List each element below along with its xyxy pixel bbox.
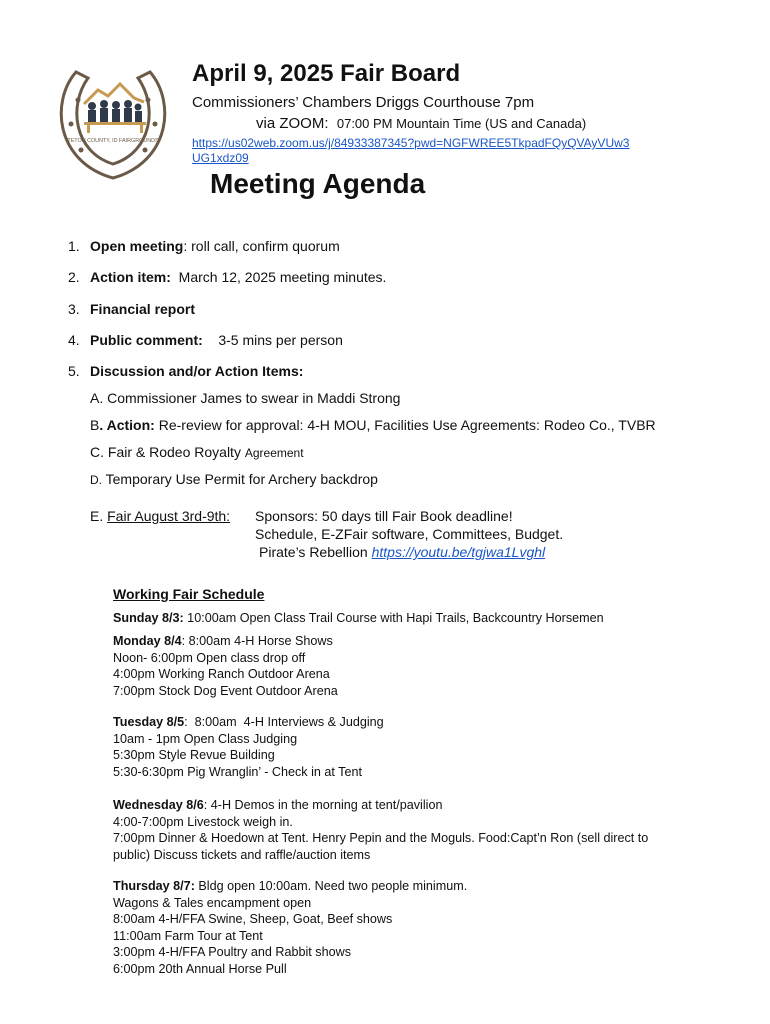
item-heading: Public comment: — [90, 332, 203, 348]
schedule-line: public) Discuss tickets and raffle/auction items — [113, 847, 371, 862]
schedule-line: Noon- 6:00pm Open class drop off — [113, 650, 306, 665]
agenda-item-5 — [68, 363, 303, 379]
logo-text: TETON COUNTY, ID FAIRGROUNDS — [67, 138, 159, 144]
schedule-line: 10:00am Open Class Trail Course with Hapi Trails, Backcountry Horsemen — [183, 611, 604, 625]
fairgrounds-logo — [54, 62, 172, 186]
item-heading: Action item: — [90, 269, 171, 285]
item-heading: Financial report — [90, 301, 196, 317]
schedule-line: : 8:00am 4-H Horse Shows — [181, 634, 333, 648]
subitem-c-text: C. Fair & Rodeo Royalty — [90, 444, 245, 460]
subitem-d-letter: D. — [90, 473, 102, 487]
day-label: Tuesday 8/5 — [113, 715, 185, 729]
schedule-line: 4:00pm Working Ranch Outdoor Arena — [113, 667, 330, 682]
subitem-b-text: Re-review for approval: 4-H MOU, Facilities Use Agreements: Rodeo Co., TVBR — [154, 417, 656, 433]
day-label: Monday 8/4 — [113, 634, 182, 648]
subitem-a: A. Commissioner James to swear in Maddi Strong — [90, 390, 401, 406]
schedule-line: : 8:00am 4-H Interviews & Judging — [184, 715, 384, 729]
schedule-line: 6:00pm 20th Annual Horse Pull — [113, 961, 287, 976]
item-text: March 12, 2025 meeting minutes. — [170, 269, 387, 285]
subitem-e-line1: Sponsors: 50 days till Fair Book deadline! — [255, 508, 513, 524]
schedule-line: Wagons & Tales encampment open — [113, 895, 312, 910]
schedule-line: 11:00am Farm Tour at Tent — [113, 928, 263, 943]
subitem-e — [90, 508, 230, 524]
via-zoom-label: via ZOOM: — [256, 115, 329, 132]
item-number: 2. — [68, 269, 80, 285]
item-number: 5. — [68, 363, 80, 379]
day-label: Wednesday 8/6 — [113, 798, 204, 812]
youtube-link[interactable]: https://youtu.be/tgjwa1Lvghl — [371, 544, 546, 560]
schedule-line: 5:30pm Style Revue Building — [113, 748, 275, 763]
subitem-e-letter: E. — [90, 508, 108, 524]
schedule-monday — [113, 633, 338, 699]
day-label: Thursday 8/7: — [113, 879, 195, 893]
schedule-line: 7:00pm Stock Dog Event Outdoor Arena — [113, 683, 338, 698]
schedule-line: : 4-H Demos in the morning at tent/pavilion — [203, 798, 443, 812]
schedule-line: 3:00pm 4-H/FFA Poultry and Rabbit shows — [113, 945, 351, 960]
fair-dates: Fair August 3rd-9th: — [107, 508, 231, 524]
agenda-item-3 — [68, 301, 195, 317]
subitem-b-heading: . Action: — [99, 417, 155, 433]
zoom-time: 07:00 PM Mountain Time (US and Canada) — [336, 116, 587, 131]
zoom-link-line2[interactable]: UG1xdz09 — [192, 151, 249, 165]
schedule-title: Working Fair Schedule — [113, 586, 265, 602]
subitem-d — [90, 471, 378, 487]
schedule-line: Bldg open 10:00am. Need two people minimum. — [194, 879, 468, 893]
zoom-link[interactable] — [192, 136, 629, 166]
pirates-rebellion-label: Pirate’s Rebellion — [259, 544, 372, 560]
item-number: 1. — [68, 238, 80, 254]
item-number: 3. — [68, 301, 80, 317]
agenda-item-1 — [68, 238, 340, 254]
subitem-c-small: Agreement — [244, 446, 304, 460]
meeting-location: Commissioners’ Chambers Driggs Courthouse 7pm — [192, 94, 535, 111]
subitem-b — [90, 417, 656, 433]
schedule-line: 8:00am 4-H/FFA Swine, Sheep, Goat, Beef shows — [113, 912, 393, 927]
item-heading: Open meeting — [90, 238, 184, 254]
schedule-line: 4:00-7:00pm Livestock weigh in. — [113, 814, 293, 829]
schedule-sunday — [113, 610, 604, 627]
subitem-e-line2: Schedule, E-ZFair software, Committees, Budget. — [255, 526, 564, 542]
schedule-line: 10am - 1pm Open Class Judging — [113, 731, 298, 746]
page-title: April 9, 2025 Fair Board — [192, 60, 461, 87]
zoom-info — [256, 115, 586, 132]
schedule-wednesday — [113, 797, 648, 863]
day-label: Sunday 8/3: — [113, 611, 184, 625]
agenda-item-4 — [68, 332, 343, 348]
agenda-item-2 — [68, 269, 386, 285]
item-text: 3-5 mins per person — [202, 332, 343, 348]
zoom-link-line1[interactable]: https://us02web.zoom.us/j/84933387345?pwd=NGFWREE5TkpadFQyQVAyVUw3 — [192, 136, 630, 150]
item-text: : roll call, confirm quorum — [183, 238, 340, 254]
schedule-line: 7:00pm Dinner & Hoedown at Tent. Henry Pepin and the Moguls. Food:Capt’n Ron (sell direct to — [113, 831, 649, 846]
subitem-c — [90, 444, 304, 460]
agenda-title: Meeting Agenda — [210, 168, 426, 199]
schedule-tuesday — [113, 714, 384, 780]
subitem-d-text: Temporary Use Permit for Archery backdrop — [102, 471, 378, 487]
schedule-line: 5:30-6:30pm Pig Wranglin’ - Check in at Tent — [113, 764, 362, 779]
item-number: 4. — [68, 332, 80, 348]
item-heading: Discussion and/or Action Items: — [90, 363, 304, 379]
subitem-b-letter: B — [90, 417, 100, 433]
horseshoe-logo-icon — [54, 62, 172, 186]
schedule-thursday — [113, 878, 467, 978]
subitem-e-line3 — [259, 544, 545, 560]
